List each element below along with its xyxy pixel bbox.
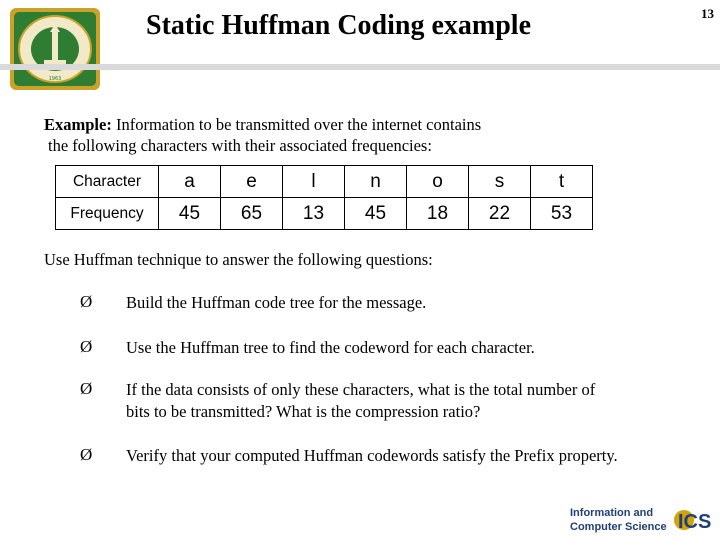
table-cell: a — [159, 166, 221, 198]
table-cell: n — [345, 166, 407, 198]
table-cell: 22 — [469, 198, 531, 230]
question-item — [126, 379, 686, 423]
table-cell: 65 — [221, 198, 283, 230]
question-line: If the data consists of only these characters, what is the total number of — [126, 380, 596, 399]
bullet-arrow-icon: Ø — [80, 337, 93, 356]
slide-number: 13 — [701, 6, 714, 21]
question-line: Verify that your computed Huffman codewords satisfy the Prefix property. — [126, 446, 618, 465]
row-header-frequency: Frequency — [56, 198, 159, 230]
bullet-arrow-icon: Ø — [80, 379, 93, 398]
svg-text:Computer Science: Computer Science — [570, 521, 667, 533]
question-item — [126, 445, 686, 467]
row-header-character: Character — [56, 166, 159, 198]
question-item — [126, 337, 686, 359]
svg-text:Information and: Information and — [570, 507, 654, 519]
table-row-frequencies — [56, 198, 593, 230]
question-line: Use the Huffman tree to find the codeword for each character. — [126, 338, 535, 357]
svg-text:ICS: ICS — [678, 511, 712, 533]
slide-title: Static Huffman Coding example — [146, 10, 531, 41]
header-divider — [0, 64, 720, 70]
frequency-table — [55, 165, 593, 230]
bullet-arrow-icon: Ø — [80, 292, 93, 311]
intro-line-2: the following characters with their associated frequencies: — [48, 136, 432, 155]
university-seal-logo — [8, 6, 102, 92]
table-cell: 53 — [531, 198, 593, 230]
table-cell: l — [283, 166, 345, 198]
table-cell: s — [469, 166, 531, 198]
table-cell: 13 — [283, 198, 345, 230]
question-line: bits to be transmitted? What is the compression ratio? — [126, 402, 481, 421]
table-cell: o — [407, 166, 469, 198]
bullet-arrow-icon: Ø — [80, 445, 93, 464]
intro-line-1: Information to be transmitted over the internet contains — [111, 115, 482, 134]
question-line: Build the Huffman code tree for the message. — [126, 293, 427, 312]
svg-text:1963: 1963 — [48, 76, 62, 82]
intro-lead: Example: — [44, 115, 112, 134]
intro-paragraph — [44, 114, 604, 156]
table-cell: t — [531, 166, 593, 198]
question-item — [126, 292, 686, 314]
table-cell: 18 — [407, 198, 469, 230]
table-cell: 45 — [345, 198, 407, 230]
ics-department-logo — [566, 502, 714, 536]
question-intro: Use Huffman technique to answer the following questions: — [44, 250, 433, 269]
table-cell: 45 — [159, 198, 221, 230]
table-cell: e — [221, 166, 283, 198]
table-row-characters — [56, 166, 593, 198]
